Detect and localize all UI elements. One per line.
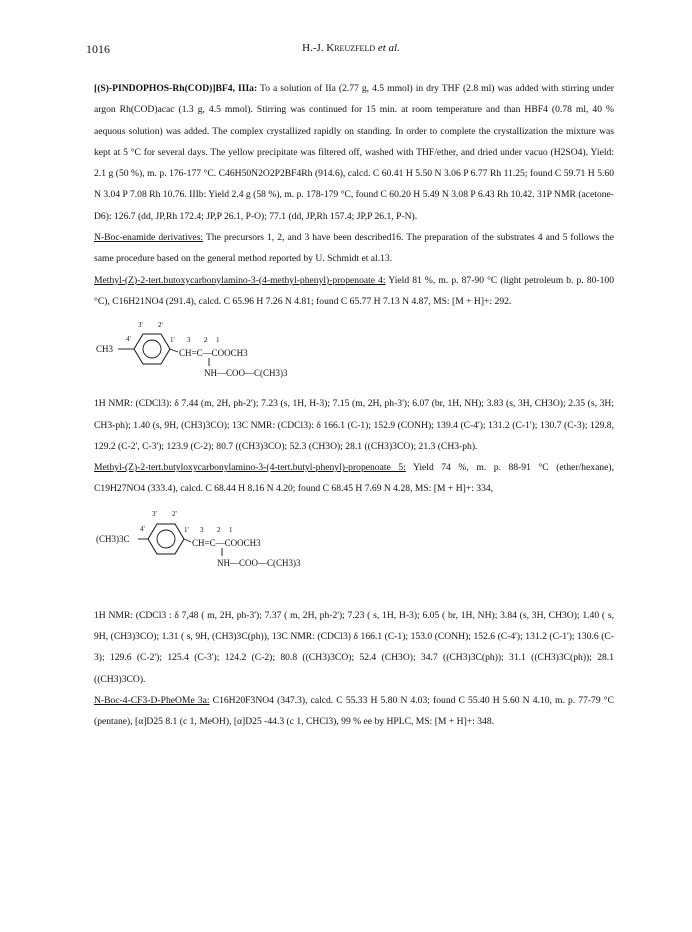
page-number: 1016 xyxy=(86,42,110,56)
paragraph-compound-5 xyxy=(94,457,614,500)
paragraph-text: To a solution of IIa (2.77 g, 4.5 mmol) in dry THF (2.8 ml) was added with stirring under argon Rh(COD)acac (1.3 g, 4.5 mmol). Stirring was continued for 15 min. at room temperature and than HBF4 (0.78 ml, 40 % aequous solution) was added. The complex crystallized rapidly on standing. In order to complete the crystallization the mixture was kept at 5 °C for several days. The yellow precipitate was filtered off, washed with THF/ether, and dried under vacuo (H2SO4). Yield: 2.1 g (50 %), m. p. 176-177 °C. C46H50N2O2P2BF4Rh (914.6), calcd. C 60.41 H 5.50 N 3.06 P 6.77 Rh 11.25; found C 59.71 H 5.60 N 3.04 P 7.08 Rh 10.76. IIIb: Yield 2.4 g (58 %), m. p. 178-179 °C, found C 60.20 H 5.49 N 3.08 P 6.43 Rh 10.42. 31P NMR (acetone-D6): 126.7 (dd, JP,Rh 172.4; JP,P 26.1, P-O); 77.1 (dd, JP,Rh 157.4; JP,P 26.1, P-N). xyxy=(94,83,614,222)
compound-heading: [(S)-PINDOPHOS-Rh(COD)]BF4, IIIa: xyxy=(94,83,258,94)
section-heading: N-Boc-enamide derivatives: xyxy=(94,232,204,244)
running-header xyxy=(86,42,616,60)
structure-figure-4 xyxy=(94,314,614,389)
paragraph-compound-3a xyxy=(94,690,614,733)
position-3-label: 3 xyxy=(187,336,191,345)
structure-diagram-4 xyxy=(94,314,394,389)
boc-amino-label: NH—COO—C(CH3)3 xyxy=(217,557,301,568)
propenoate-chain-label: CH=C—COOCH3 xyxy=(192,537,261,548)
structure-figure-5 xyxy=(94,502,614,577)
methyl-group-label: CH3 xyxy=(96,344,114,355)
position-3-label: 3 xyxy=(200,525,204,534)
compound-heading: N-Boc-4-CF3-D-PheOMe 3a: xyxy=(94,694,210,706)
paragraph-text: Yield 81 %, m. p. 87-90 °C (light petroleum b. p. 80-100 °C), C16H21NO4 (291.4), calcd. C 65.96 H 7.26 N 4.81; found C 65.77 H 7.13 N 4.87, MS: [M + H]+: 292. xyxy=(94,274,614,307)
tert-butyl-group-label: (CH3)3C xyxy=(96,533,130,544)
position-4prime-label: 4' xyxy=(126,335,131,344)
paragraph-compound-4 xyxy=(94,270,614,313)
author-name: H.-J. Kreuzfeld xyxy=(302,42,376,54)
paragraph-nmr-4 xyxy=(94,393,614,457)
propenoate-chain-label: CH=C—COOCH3 xyxy=(179,348,248,359)
compound-heading: Methyl-(Z)-2-tert.butoxycarbonylamino-3-(4-methyl-phenyl)-propenoate 4: xyxy=(94,274,386,286)
paragraph-nmr-5 xyxy=(94,605,614,690)
boc-amino-label: NH—COO—C(CH3)3 xyxy=(204,368,288,379)
paragraph-text: The precursors 1, 2, and 3 have been described16. The preparation of the substrates 4 and 5 follows the same procedure based on the general method reported by U. Schmidt et al.13. xyxy=(94,232,614,265)
position-2-label: 2 xyxy=(217,525,221,534)
position-2-label: 2 xyxy=(204,336,208,345)
compound-heading: Methyl-(Z)-2-tert.butyloxycarbonylamino-3-(4-tert.butyl-phenyl)-propenoate 5: xyxy=(94,462,406,474)
paragraph-text: C16H20F3NO4 (347.3), calcd. C 55.33 H 5.80 N 4.03; found C 55.40 H 5.60 N 4.10, m. p. 77-79 °C (pentane), [α]D25 8.1 (c 1, MeOH), [α]D25 -44.3 (c 1, CHCl3), 99 % ee by HPLC, MS: [M + H]+: 348. xyxy=(94,694,614,728)
position-2prime-label: 2' xyxy=(158,321,163,330)
structure-diagram-5 xyxy=(94,502,394,577)
paragraph-rh-complex xyxy=(94,78,614,227)
position-1-label: 1 xyxy=(216,336,220,345)
paragraph-text: 1H NMR: (CDCl3 : δ 7,48 ( m, 2H, ph-3'); 7.37 ( m, 2H, ph-2'); 7.23 ( s, 1H, H-3); 6.05 ( br, 1H, NH); 3.84 (s, 3H, CH3O); 1.40 ( s, 9H, (CH3)3CO); 1.31 ( s, 9H, (CH3)3C(ph)), 13C NMR: (CDCl3) δ 166.1 (C-1); 153.0 (CONH); 152.6 (C-4'); 131.2 (C-1'); 130.6 (C-3); 129.6 (C-2'); 125.4 (C-3'); 124.2 (C-2); 80.8 ((CH3)3CO); 52.4 (CH3O); 34.7 ((CH3)3C(ph)); 31.1 ((CH3)3C(ph)); 28.1 ((CH3)3CO). xyxy=(94,609,614,685)
page-body xyxy=(94,78,614,733)
position-3prime-label: 3' xyxy=(152,509,157,518)
paragraph-text: 1H NMR: (CDCl3): δ 7.44 (m, 2H, ph-2'); 7.23 (s, 1H, H-3); 7.15 (m, 2H, ph-3'); 6.07 (br, 1H, NH); 3.83 (s, 3H, CH3O); 2.35 (s, 3H; CH3-ph); 1.40 (s, 9H, (CH3)3CO); 13C NMR: (CDCl3): δ 166.1 (C-1); 152.9 (CONH); 139.4 (C-4'); 131.2 (C-1'); 130.7 (C-3); 129.8, 129.2 (C-2', C-3'); 123.9 (C-2); 80.7 ((CH3)3CO); 52.3 (CH3O); 28.1 ((CH3)3CO); 21.3 (CH3-ph). xyxy=(94,398,614,452)
position-4prime-label: 4' xyxy=(140,524,145,533)
et-al: et al. xyxy=(377,42,400,54)
position-1prime-label: 1' xyxy=(184,525,189,534)
position-2prime-label: 2' xyxy=(172,509,177,518)
position-1-label: 1 xyxy=(229,525,233,534)
paragraph-enamide-derivatives xyxy=(94,227,614,270)
position-1prime-label: 1' xyxy=(170,336,175,345)
position-3prime-label: 3' xyxy=(138,321,143,330)
paragraph-text: Yield 74 %, m. p. 88-91 °C (ether/hexane), C19H27NO4 (333.4), calcd. C 68.44 H 8.16 N 4.20; found C 68.45 H 7.69 N 4.28, MS: [M + H]+: 334, xyxy=(94,462,614,495)
running-title xyxy=(86,42,616,54)
